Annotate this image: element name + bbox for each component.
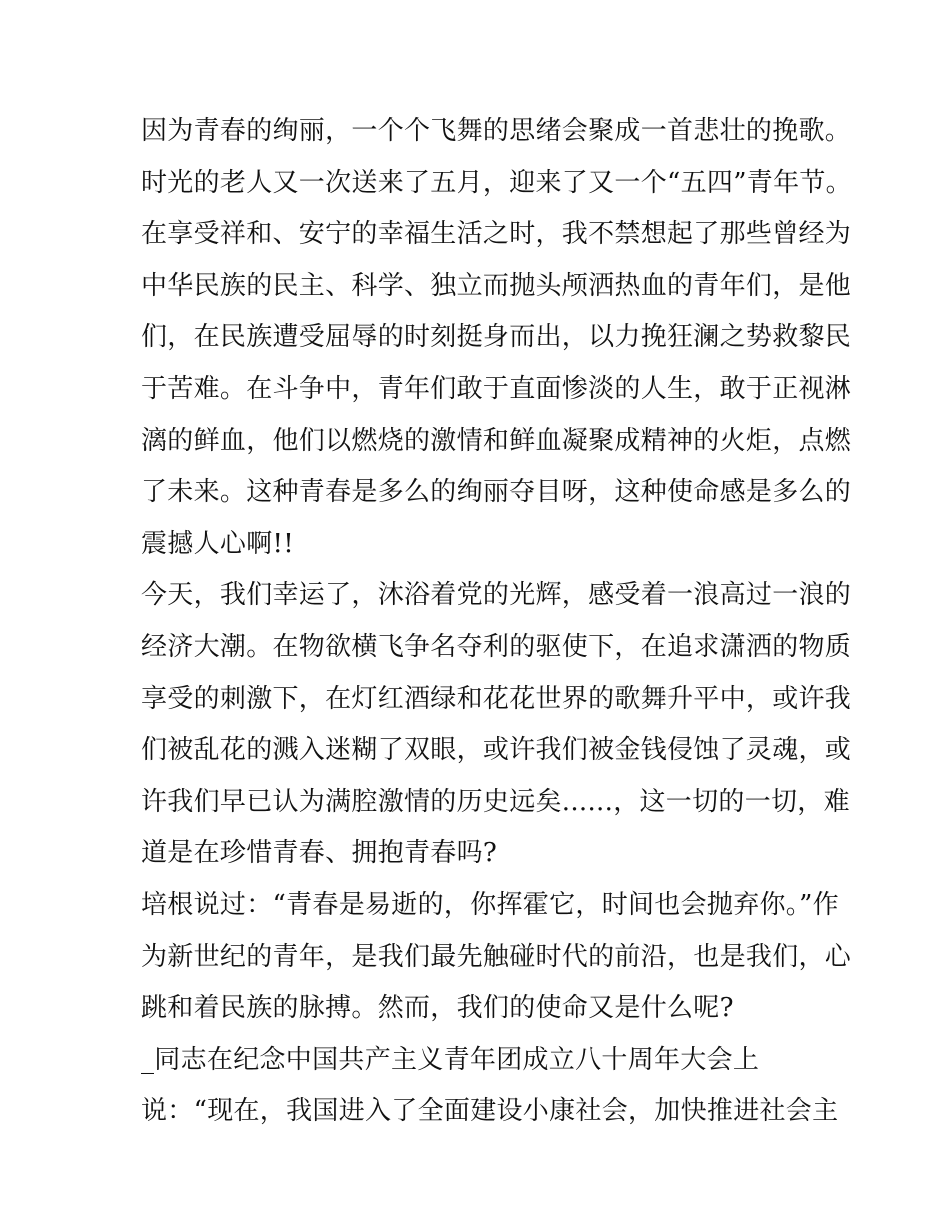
text-line: 们被乱花的溅入迷糊了双眼，或许我们被金钱侵蚀了灵魂，或 xyxy=(141,735,852,766)
body-text xyxy=(141,106,852,1138)
text-line: _同志在纪念中国共产主义青年团成立八十周年大会上 xyxy=(141,1044,760,1075)
text-line: 了未来。这种青春是多么的绚丽夺目呀，这种使命感是多么的 xyxy=(141,477,852,508)
text-line: 说：“现在，我国进入了全面建设小康社会，加快推进社会主 xyxy=(141,1096,839,1127)
text-line: 许我们早已认为满腔激情的历史远矣......，这一切的一切，难 xyxy=(141,786,850,817)
text-line: 今天，我们幸运了，沐浴着党的光辉，感受着一浪高过一浪的 xyxy=(141,580,852,611)
text-line: 培根说过：“青春是易逝的，你挥霍它，时间也会抛弃你。”作 xyxy=(141,889,839,920)
text-line: 为新世纪的青年，是我们最先触碰时代的前沿，也是我们，心 xyxy=(141,941,852,972)
text-line: 中华民族的民主、科学、独立而抛头颅洒热血的青年们，是他 xyxy=(141,270,852,301)
text-line: 时光的老人又一次送来了五月，迎来了又一个“五四”青年节。 xyxy=(141,167,852,198)
text-line: 在享受祥和、安宁的幸福生活之时，我不禁想起了那些曾经为 xyxy=(141,219,852,250)
text-line: 经济大潮。在物欲横飞争名夺利的驱使下，在追求潇洒的物质 xyxy=(141,631,852,662)
text-line: 于苦难。在斗争中，青年们敢于直面惨淡的人生，敢于正视淋 xyxy=(141,373,852,404)
text-line: 享受的刺激下，在灯红酒绿和花花世界的歌舞升平中，或许我 xyxy=(141,683,852,714)
text-line: 们，在民族遭受屈辱的时刻挺身而出，以力挽狂澜之势救黎民 xyxy=(141,322,852,353)
text-line: 震撼人心啊!! xyxy=(141,528,294,559)
text-line: 道是在珍惜青春、拥抱青春吗? xyxy=(141,838,498,869)
text-line: 跳和着民族的脉搏。然而，我们的使命又是什么呢? xyxy=(141,993,734,1024)
text-line: 因为青春的绚丽，一个个飞舞的思绪会聚成一首悲壮的挽歌。 xyxy=(141,116,852,146)
text-line: 漓的鲜血，他们以燃烧的激情和鲜血凝聚成精神的火炬，点燃 xyxy=(141,425,852,456)
